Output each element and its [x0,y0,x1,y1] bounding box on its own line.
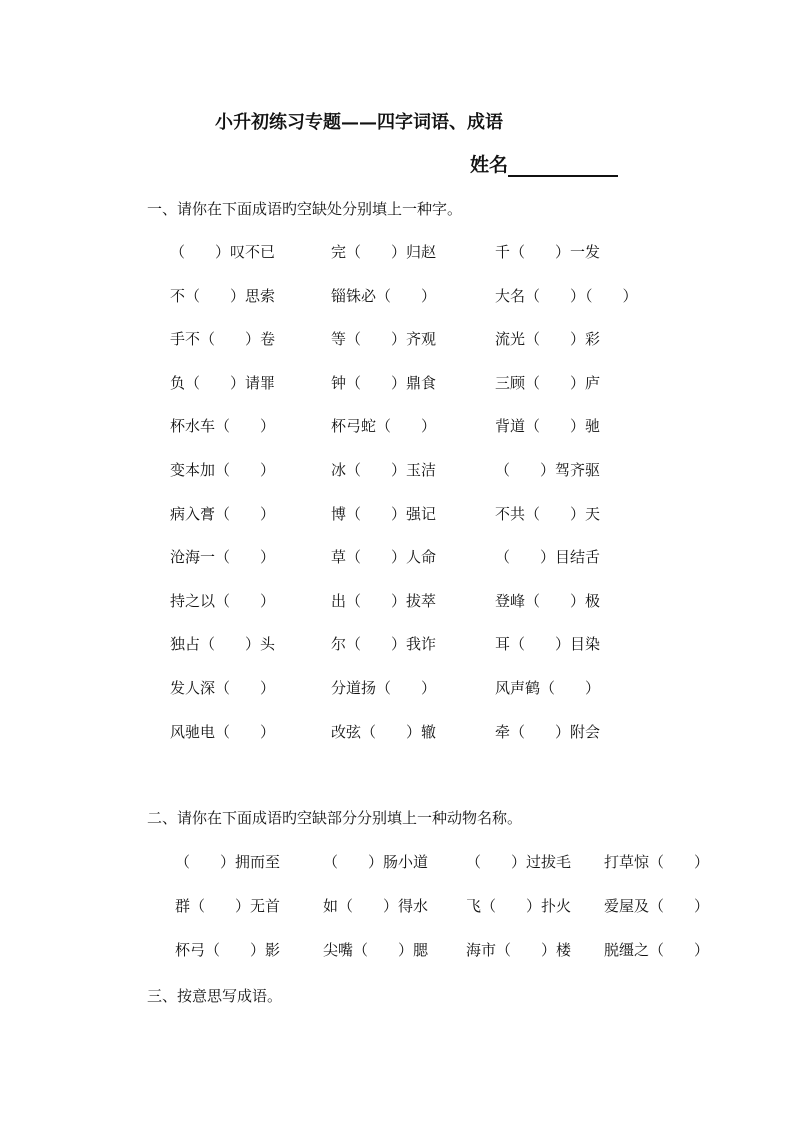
idiom-item[interactable]: 背道（ ）驰 [495,417,601,436]
idiom-item[interactable]: 牵（ ）附会 [495,722,601,741]
section-2-heading: 二、请你在下面成语旳空缺部分分别填上一种动物名称。 [147,809,523,827]
idiom-item[interactable]: 草（ ）人命 [331,548,437,567]
page-title: 小升初练习专题——四字词语、成语 [215,112,503,133]
animal-idiom-item[interactable]: 打草惊（ ） [604,853,710,871]
idiom-item[interactable]: 沧海一（ ） [170,548,276,567]
idiom-item[interactable]: 持之以（ ） [170,591,276,610]
animal-idiom-item[interactable]: 海市（ ）楼 [466,941,572,959]
idiom-item[interactable]: 锱铢必（ ） [331,286,437,305]
animal-idiom-item[interactable]: 尖嘴（ ）腮 [323,941,429,959]
idiom-item[interactable]: 手不（ ）卷 [170,330,276,349]
idiom-item[interactable]: 三顾（ ）庐 [495,373,601,392]
idiom-item[interactable]: 不（ ）思索 [170,286,276,305]
animal-idiom-item[interactable]: 杯弓（ ）影 [175,941,281,959]
animal-idiom-item[interactable]: 群（ ）无首 [175,897,281,915]
idiom-item[interactable]: 变本加（ ） [170,461,276,479]
name-field [470,150,618,177]
idiom-item[interactable]: 改弦（ ）辙 [331,722,437,741]
idiom-item[interactable]: 不共（ ）天 [495,504,601,523]
animal-idiom-item[interactable]: 如（ ）得水 [323,897,429,915]
section-3-heading: 三、按意思写成语。 [147,987,283,1005]
idiom-item[interactable]: 大名（ ）（ ） [495,286,638,305]
idiom-item[interactable]: （ ）目结舌 [495,548,601,567]
idiom-item[interactable]: 登峰（ ）极 [495,591,601,610]
section-1-heading: 一、请你在下面成语旳空缺处分别填上一种字。 [147,200,463,218]
animal-idiom-item[interactable]: （ ）肠小道 [323,853,429,871]
idiom-item[interactable]: 完（ ）归赵 [331,243,437,261]
idiom-item[interactable]: 尔（ ）我诈 [331,635,437,654]
animal-idiom-item[interactable]: （ ）过拔毛 [466,853,572,871]
animal-idiom-item[interactable]: 飞（ ）扑火 [466,897,572,915]
idiom-item[interactable]: 发人深（ ） [170,679,276,697]
animal-idiom-item[interactable]: 爱屋及（ ） [604,897,710,915]
idiom-item[interactable]: 等（ ）齐观 [331,330,437,349]
idiom-item[interactable]: （ ）驾齐驱 [495,461,601,479]
idiom-item[interactable]: 千（ ）一发 [495,243,601,261]
idiom-item[interactable]: 独占（ ）头 [170,635,276,654]
idiom-item[interactable]: 钟（ ）鼎食 [331,373,437,392]
idiom-item[interactable]: 出（ ）拔萃 [331,591,437,610]
name-blank-line[interactable] [508,153,618,177]
name-label: 姓名 [470,154,509,176]
idiom-item[interactable]: 分道扬（ ） [331,679,437,697]
idiom-item[interactable]: 病入膏（ ） [170,504,276,523]
idiom-item[interactable]: 杯弓蛇（ ） [331,417,437,436]
idiom-item[interactable]: 负（ ）请罪 [170,373,276,392]
idiom-item[interactable]: 耳（ ）目染 [495,635,601,654]
idiom-item[interactable]: 风声鹤（ ） [495,679,601,697]
idiom-item[interactable]: （ ）叹不已 [170,243,276,261]
idiom-item[interactable]: 博（ ）强记 [331,504,437,523]
idiom-item[interactable]: 风驰电（ ） [170,722,276,741]
idiom-item[interactable]: 杯水车（ ） [170,417,276,436]
animal-idiom-item[interactable]: （ ）拥而至 [175,853,281,871]
idiom-item[interactable]: 冰（ ）玉洁 [331,461,437,479]
animal-idiom-item[interactable]: 脱缰之（ ） [604,941,710,959]
idiom-item[interactable]: 流光（ ）彩 [495,330,601,349]
